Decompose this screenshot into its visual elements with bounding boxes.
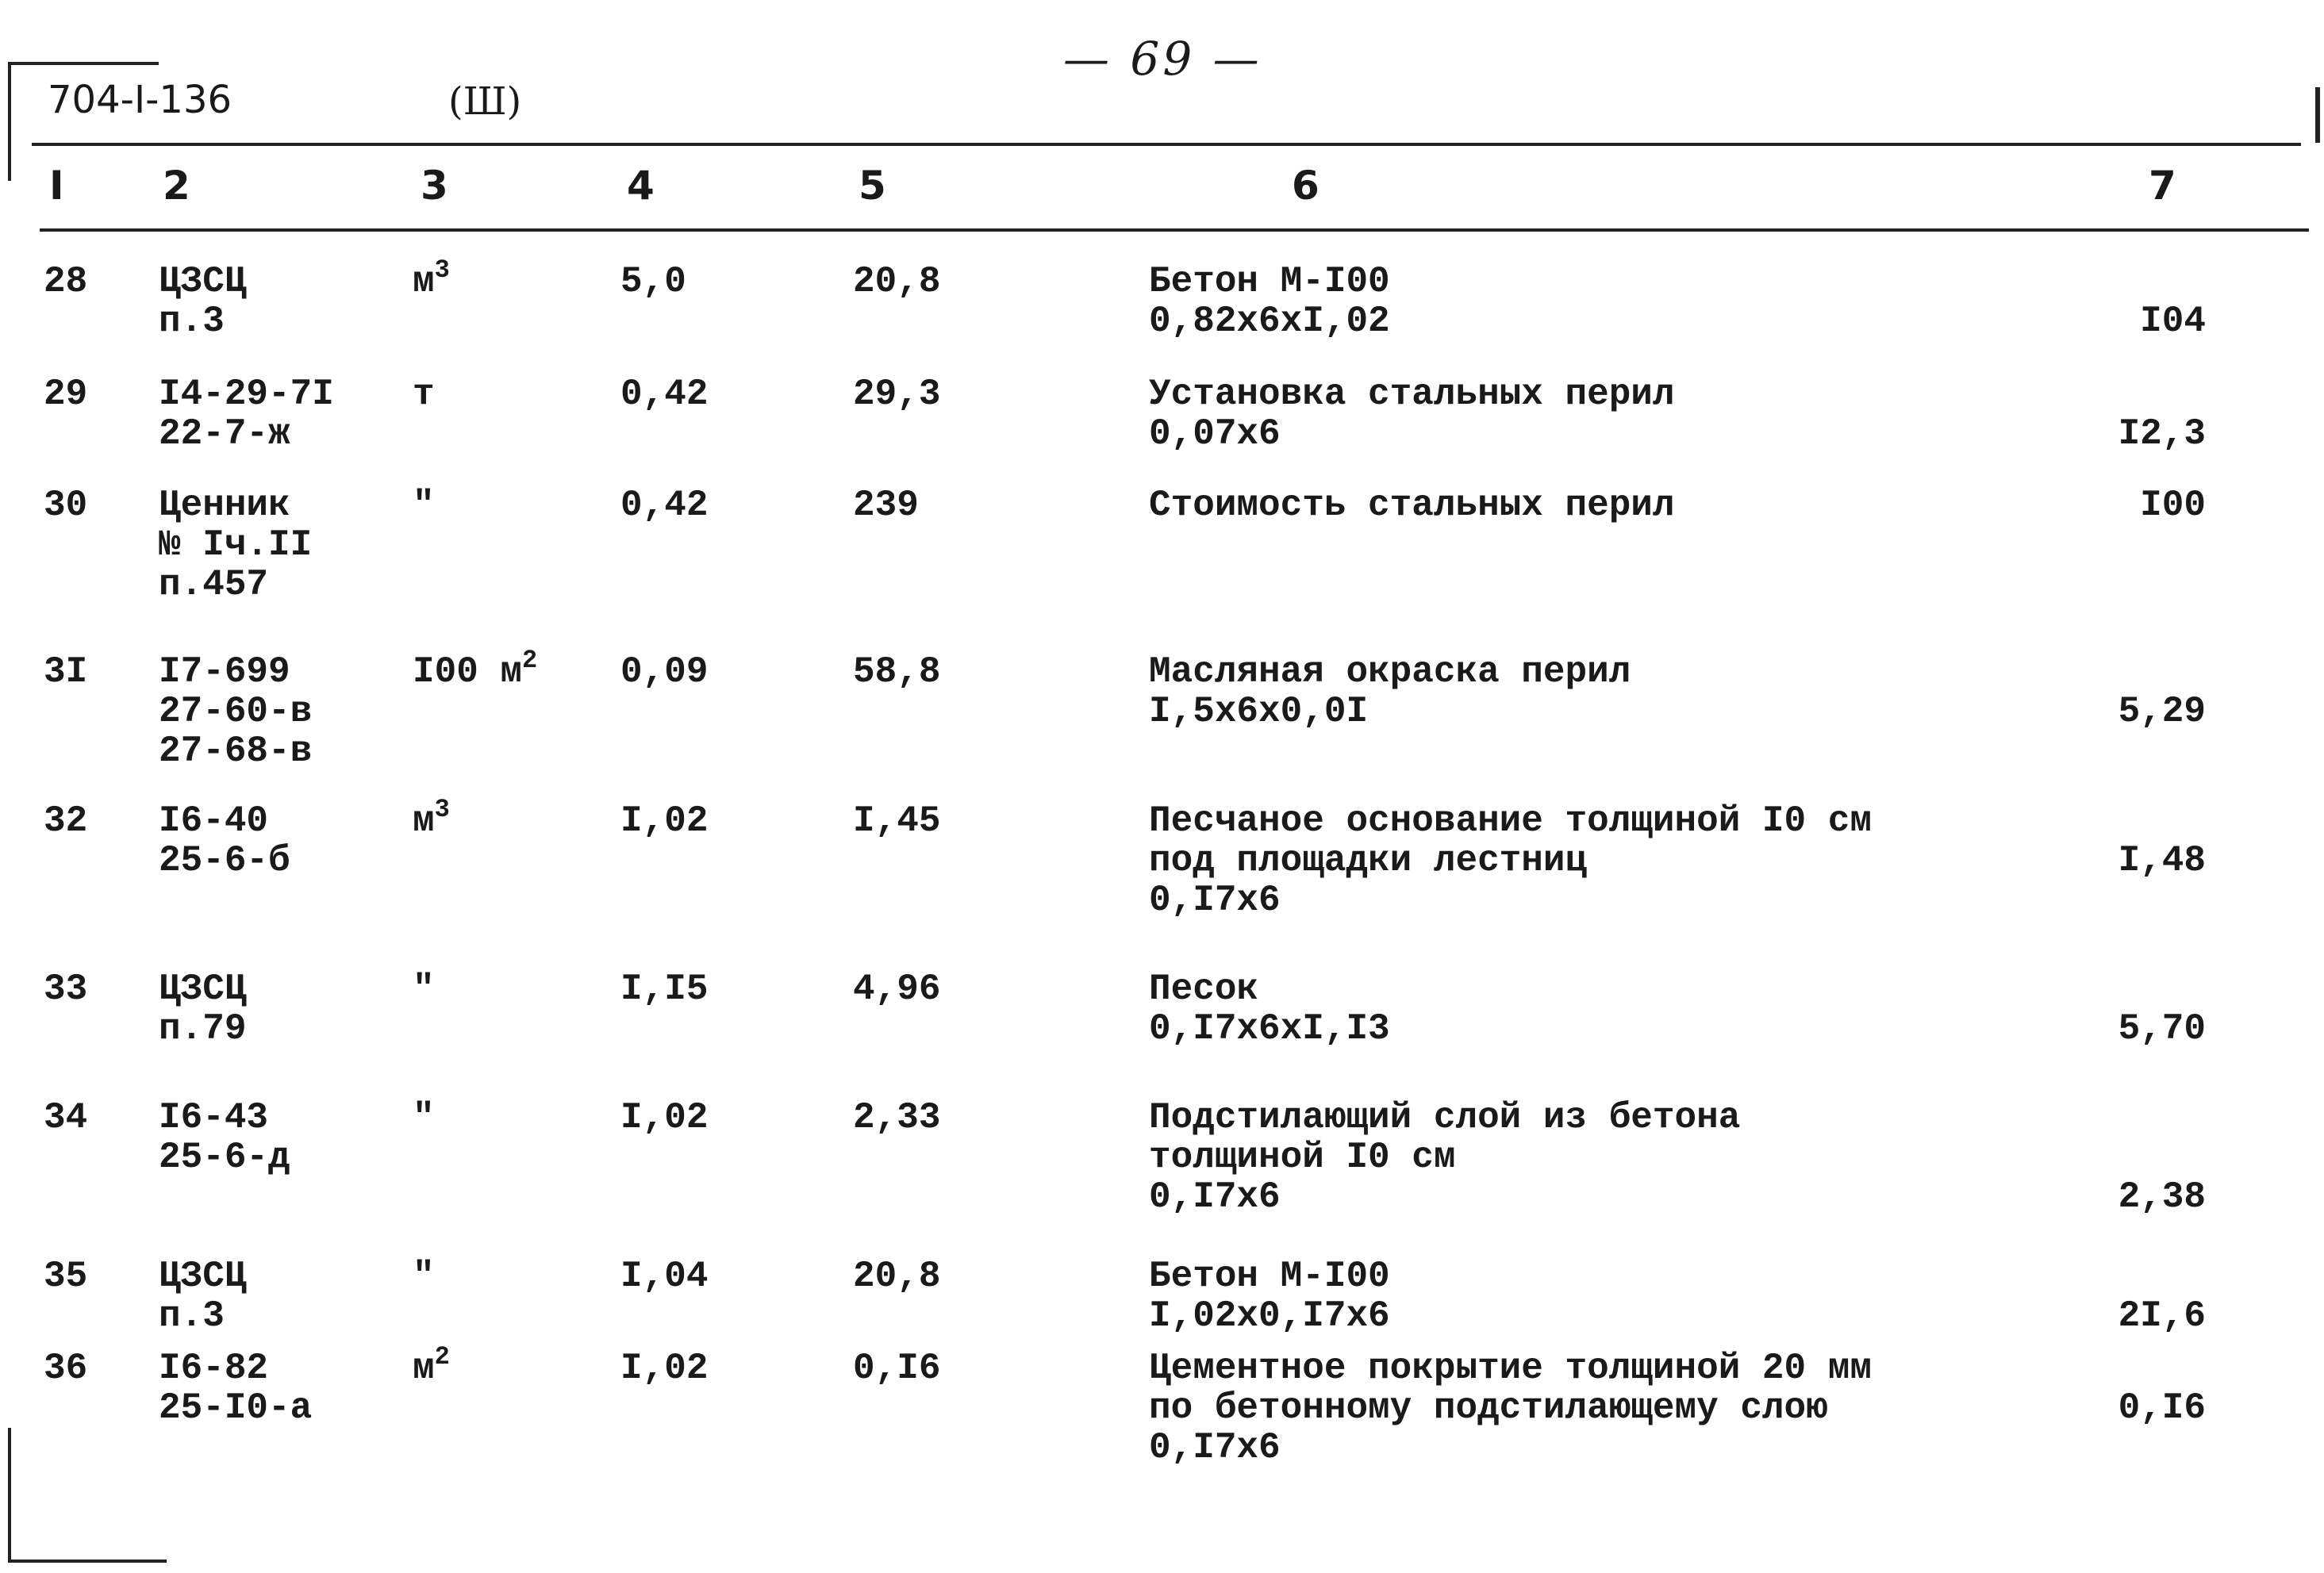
description-line: 0,07х6 xyxy=(1149,413,1281,455)
row-number: 35 xyxy=(44,1256,88,1297)
row-description xyxy=(1149,262,1390,341)
description-line: 0,I7х6 xyxy=(1149,1427,1281,1468)
code-line: I6-43 xyxy=(159,1097,269,1138)
row-description xyxy=(1149,801,1872,920)
row-description xyxy=(1149,485,1675,525)
row-number: 36 xyxy=(44,1348,88,1389)
description-line: толщиной I0 см xyxy=(1149,1137,1456,1178)
row-code xyxy=(159,1098,290,1177)
row-description xyxy=(1149,1098,1740,1217)
document-code: 704-I-136 xyxy=(48,78,232,122)
description-line: 0,82х6хI,02 xyxy=(1149,301,1390,342)
unit-exponent: 2 xyxy=(522,646,538,675)
description-line: 0,I7х6 xyxy=(1149,1176,1281,1218)
code-line: 27-68-в xyxy=(159,731,313,772)
code-line: I4-29-7I xyxy=(159,374,334,415)
description-line: Бетон М-I00 xyxy=(1149,1256,1390,1297)
code-line: 25-I0-а xyxy=(159,1387,313,1429)
header-col-7: 7 xyxy=(2149,163,2176,209)
header-rule xyxy=(40,228,2309,232)
unit-exponent: 2 xyxy=(434,1342,450,1372)
header-col-2: 2 xyxy=(163,163,190,209)
row-number: 29 xyxy=(44,374,88,415)
frame-corner-left xyxy=(8,62,11,181)
page-number: — 69 — xyxy=(1063,32,1262,86)
code-line: ЦЗСЦ xyxy=(159,969,247,1010)
header-col-1: I xyxy=(49,163,64,209)
code-line: 25-6-б xyxy=(159,840,290,881)
description-line: Установка стальных перил xyxy=(1149,374,1675,415)
row-number: 30 xyxy=(44,485,88,526)
row-unit-price: 20,8 xyxy=(853,1256,941,1297)
unit-text: " xyxy=(413,1097,435,1138)
row-unit-price: 20,8 xyxy=(853,261,941,302)
row-unit xyxy=(413,255,450,302)
row-quantity: 5,0 xyxy=(620,261,686,302)
row-total: 0,I6 xyxy=(2118,1387,2206,1429)
row-code xyxy=(159,969,246,1049)
row-unit xyxy=(413,646,538,693)
row-total: I2,3 xyxy=(2118,413,2206,455)
row-code xyxy=(159,801,290,880)
row-quantity: I,I5 xyxy=(620,969,709,1010)
row-quantity: 0,42 xyxy=(620,485,709,526)
code-line: 22-7-ж xyxy=(159,413,290,455)
row-unit xyxy=(413,374,435,414)
code-line: ЦЗСЦ xyxy=(159,1256,247,1297)
top-rule xyxy=(32,143,2301,146)
row-code xyxy=(159,652,312,771)
description-line: Песчаное основание толщиной I0 см xyxy=(1149,800,1872,842)
description-line: 0,I7х6 xyxy=(1149,880,1281,921)
edge-mark xyxy=(2315,87,2320,143)
code-line: п.3 xyxy=(159,1295,225,1337)
row-code xyxy=(159,1349,312,1428)
row-quantity: I,04 xyxy=(620,1256,709,1297)
row-unit xyxy=(413,969,435,1009)
row-unit-price: 239 xyxy=(853,485,919,526)
row-quantity: I,02 xyxy=(620,1097,709,1138)
row-unit xyxy=(413,1256,435,1296)
document-section: (Ш) xyxy=(448,79,522,124)
row-unit-price: 2,33 xyxy=(853,1097,941,1138)
unit-text: м xyxy=(413,1348,435,1389)
description-line: Подстилающий слой из бетона xyxy=(1149,1097,1741,1138)
description-line: I,02х0,I7х6 xyxy=(1149,1295,1390,1337)
unit-text: м xyxy=(413,800,435,842)
unit-text: " xyxy=(413,485,435,526)
code-line: Ценник xyxy=(159,485,290,526)
code-line: п.79 xyxy=(159,1008,247,1049)
code-line: п.3 xyxy=(159,301,225,342)
row-description xyxy=(1149,1349,1872,1467)
header-col-4: 4 xyxy=(627,163,655,209)
description-line: Бетон М-I00 xyxy=(1149,261,1390,302)
row-number: 28 xyxy=(44,261,88,302)
frame-corner-top xyxy=(8,62,159,65)
row-unit xyxy=(413,795,450,842)
unit-text: м xyxy=(413,261,435,302)
row-quantity: 0,09 xyxy=(620,651,709,693)
code-line: № Iч.II xyxy=(159,524,313,566)
row-unit xyxy=(413,485,435,525)
row-description xyxy=(1149,1256,1390,1336)
description-line: Масляная окраска перил xyxy=(1149,651,1631,693)
description-line: по бетонному подстилающему слою xyxy=(1149,1387,1828,1429)
row-quantity: I,02 xyxy=(620,800,709,842)
row-description xyxy=(1149,969,1390,1049)
code-line: п.457 xyxy=(159,564,269,605)
header-col-3: 3 xyxy=(421,163,448,209)
row-description xyxy=(1149,374,1675,454)
frame-bottom-left xyxy=(8,1428,11,1563)
unit-text: I00 м xyxy=(413,651,523,693)
unit-exponent: 3 xyxy=(434,795,450,824)
code-line: 25-6-д xyxy=(159,1137,290,1178)
description-line: Стоимость стальных перил xyxy=(1149,485,1675,526)
unit-text: т xyxy=(413,374,435,415)
row-total: 5,29 xyxy=(2118,691,2206,732)
row-code xyxy=(159,374,334,454)
unit-exponent: 3 xyxy=(434,255,450,285)
row-quantity: 0,42 xyxy=(620,374,709,415)
row-number: 33 xyxy=(44,969,88,1010)
row-unit-price: 58,8 xyxy=(853,651,941,693)
row-number: 3I xyxy=(44,651,88,693)
frame-bottom-line xyxy=(8,1560,167,1563)
row-unit-price: 29,3 xyxy=(853,374,941,415)
row-total: 2I,6 xyxy=(2118,1295,2206,1337)
description-line: I,5х6х0,0I xyxy=(1149,691,1369,732)
code-line: I6-40 xyxy=(159,800,269,842)
row-code xyxy=(159,262,246,341)
row-unit xyxy=(413,1342,450,1389)
row-unit-price: I,45 xyxy=(853,800,941,842)
row-unit xyxy=(413,1098,435,1138)
row-code xyxy=(159,1256,246,1336)
description-line: под площадки лестниц xyxy=(1149,840,1588,881)
description-line: Цементное покрытие толщиной 20 мм xyxy=(1149,1348,1872,1389)
unit-text: " xyxy=(413,1256,435,1297)
row-quantity: I,02 xyxy=(620,1348,709,1389)
code-line: ЦЗСЦ xyxy=(159,261,247,302)
row-total: I,48 xyxy=(2118,840,2206,881)
row-total: I00 xyxy=(2140,485,2206,526)
header-col-6: 6 xyxy=(1292,163,1319,209)
row-number: 32 xyxy=(44,800,88,842)
unit-text: " xyxy=(413,969,435,1010)
row-total: I04 xyxy=(2140,301,2206,342)
code-line: 27-60-в xyxy=(159,691,313,732)
description-line: Песок xyxy=(1149,969,1259,1010)
row-total: 2,38 xyxy=(2118,1176,2206,1218)
row-unit-price: 4,96 xyxy=(853,969,941,1010)
row-code xyxy=(159,485,312,604)
row-number: 34 xyxy=(44,1097,88,1138)
description-line: 0,I7х6хI,I3 xyxy=(1149,1008,1390,1049)
row-description xyxy=(1149,652,1631,731)
code-line: I6-82 xyxy=(159,1348,269,1389)
code-line: I7-699 xyxy=(159,651,290,693)
row-total: 5,70 xyxy=(2118,1008,2206,1049)
row-unit-price: 0,I6 xyxy=(853,1348,941,1389)
header-col-5: 5 xyxy=(859,163,886,209)
